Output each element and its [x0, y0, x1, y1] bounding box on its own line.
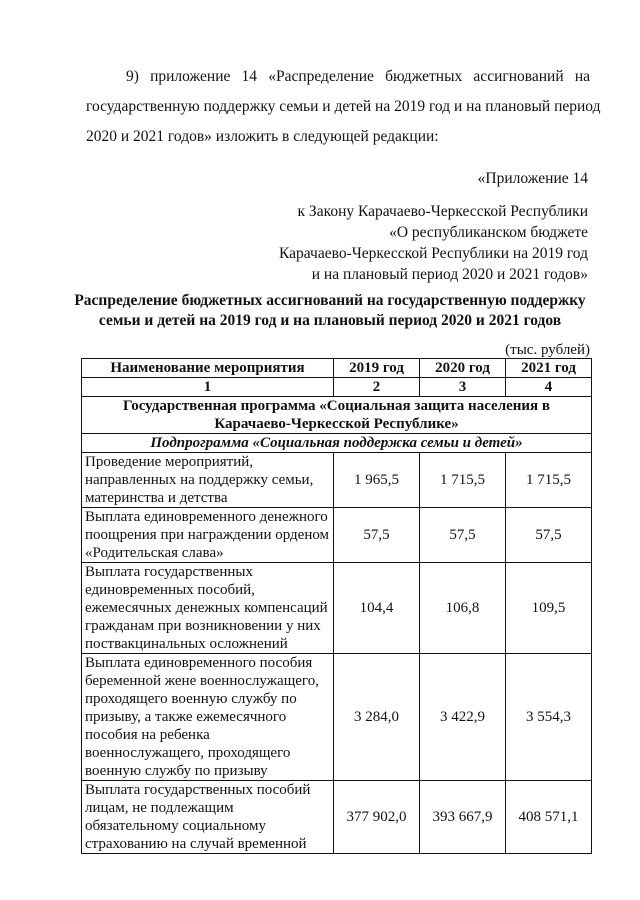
document-title	[60, 291, 600, 331]
budget-table	[81, 358, 592, 854]
header-2019: 2019 год	[334, 359, 420, 378]
row-value-2020: 3 422,9	[420, 654, 506, 781]
law-reference-line-3: Карачаево-Черкесской Республики на 2019 год	[279, 245, 588, 262]
law-reference-line-4: и на плановый период 2020 и 2021 годов»	[311, 266, 588, 283]
table-row	[82, 563, 592, 654]
row-value-2021: 408 571,1	[506, 781, 592, 854]
units-label: (тыс. рублей)	[505, 342, 590, 358]
program-row	[82, 397, 592, 434]
appendix-heading: «Приложение 14	[477, 170, 588, 187]
row-value-2021: 3 554,3	[506, 654, 592, 781]
row-value-2019: 57,5	[334, 508, 420, 563]
header-2020: 2020 год	[420, 359, 506, 378]
table-row	[82, 453, 592, 508]
table-row	[82, 781, 592, 854]
law-reference	[279, 201, 588, 285]
row-value-2021: 57,5	[506, 508, 592, 563]
row-value-2020: 1 715,5	[420, 453, 506, 508]
table-header-row	[82, 359, 592, 378]
law-reference-line-2: «О республиканском бюджете	[389, 224, 588, 241]
intro-line-2: государственную поддержку семьи и детей на 2019 год и на плановый период	[86, 98, 601, 115]
table-row	[82, 508, 592, 563]
header-2021: 2021 год	[506, 359, 592, 378]
intro-line-3: 2020 и 2021 годов» изложить в следующей редакции:	[86, 128, 439, 145]
column-number-row	[82, 378, 592, 397]
column-number: 1	[82, 378, 334, 397]
document-title-line-2: семьи и детей на 2019 год и на плановый период 2020 и 2021 годов	[98, 312, 562, 329]
row-name: Выплата государственных пособий лицам, не подлежащим обязательному социальному страхованию на случай временной	[82, 781, 334, 854]
row-value-2020: 393 667,9	[420, 781, 506, 854]
document-title-line-1: Распределение бюджетных ассигнований на государственную поддержку	[74, 292, 586, 309]
row-value-2019: 3 284,0	[334, 654, 420, 781]
table-row	[82, 654, 592, 781]
row-name: Выплата единовременного денежного поощрения при награждении орденом «Родительская слава»	[82, 508, 334, 563]
subprogram-title: Подпрограмма «Социальная поддержка семьи и детей»	[82, 434, 592, 453]
column-number: 2	[334, 378, 420, 397]
subprogram-row	[82, 434, 592, 453]
row-value-2019: 104,4	[334, 563, 420, 654]
row-value-2020: 106,8	[420, 563, 506, 654]
column-number: 4	[506, 378, 592, 397]
row-name: Выплата единовременного пособия беременной жене военнослужащего, проходящего военную службу по призыву, а также ежемесячного пособия на ребенка военнослужащего, проходящего военную службу по призыву	[82, 654, 334, 781]
row-value-2021: 109,5	[506, 563, 592, 654]
law-reference-line-1: к Закону Карачаево-Черкесской Республики	[297, 203, 588, 220]
intro-paragraph	[86, 62, 601, 152]
intro-line-1: 9) приложение 14 «Распределение бюджетных ассигнований на	[126, 68, 590, 85]
row-value-2019: 377 902,0	[334, 781, 420, 854]
header-name: Наименование мероприятия	[82, 359, 334, 378]
row-name: Проведение мероприятий, направленных на поддержку семьи, материнства и детства	[82, 453, 334, 508]
row-value-2019: 1 965,5	[334, 453, 420, 508]
row-name: Выплата государственных единовременных пособий, ежемесячных денежных компенсаций гражданам при возникновении у них поствакцинальных осложнений	[82, 563, 334, 654]
program-title: Государственная программа «Социальная защита населения в Карачаево-Черкесской Республике»	[82, 397, 592, 434]
row-value-2020: 57,5	[420, 508, 506, 563]
column-number: 3	[420, 378, 506, 397]
row-value-2021: 1 715,5	[506, 453, 592, 508]
